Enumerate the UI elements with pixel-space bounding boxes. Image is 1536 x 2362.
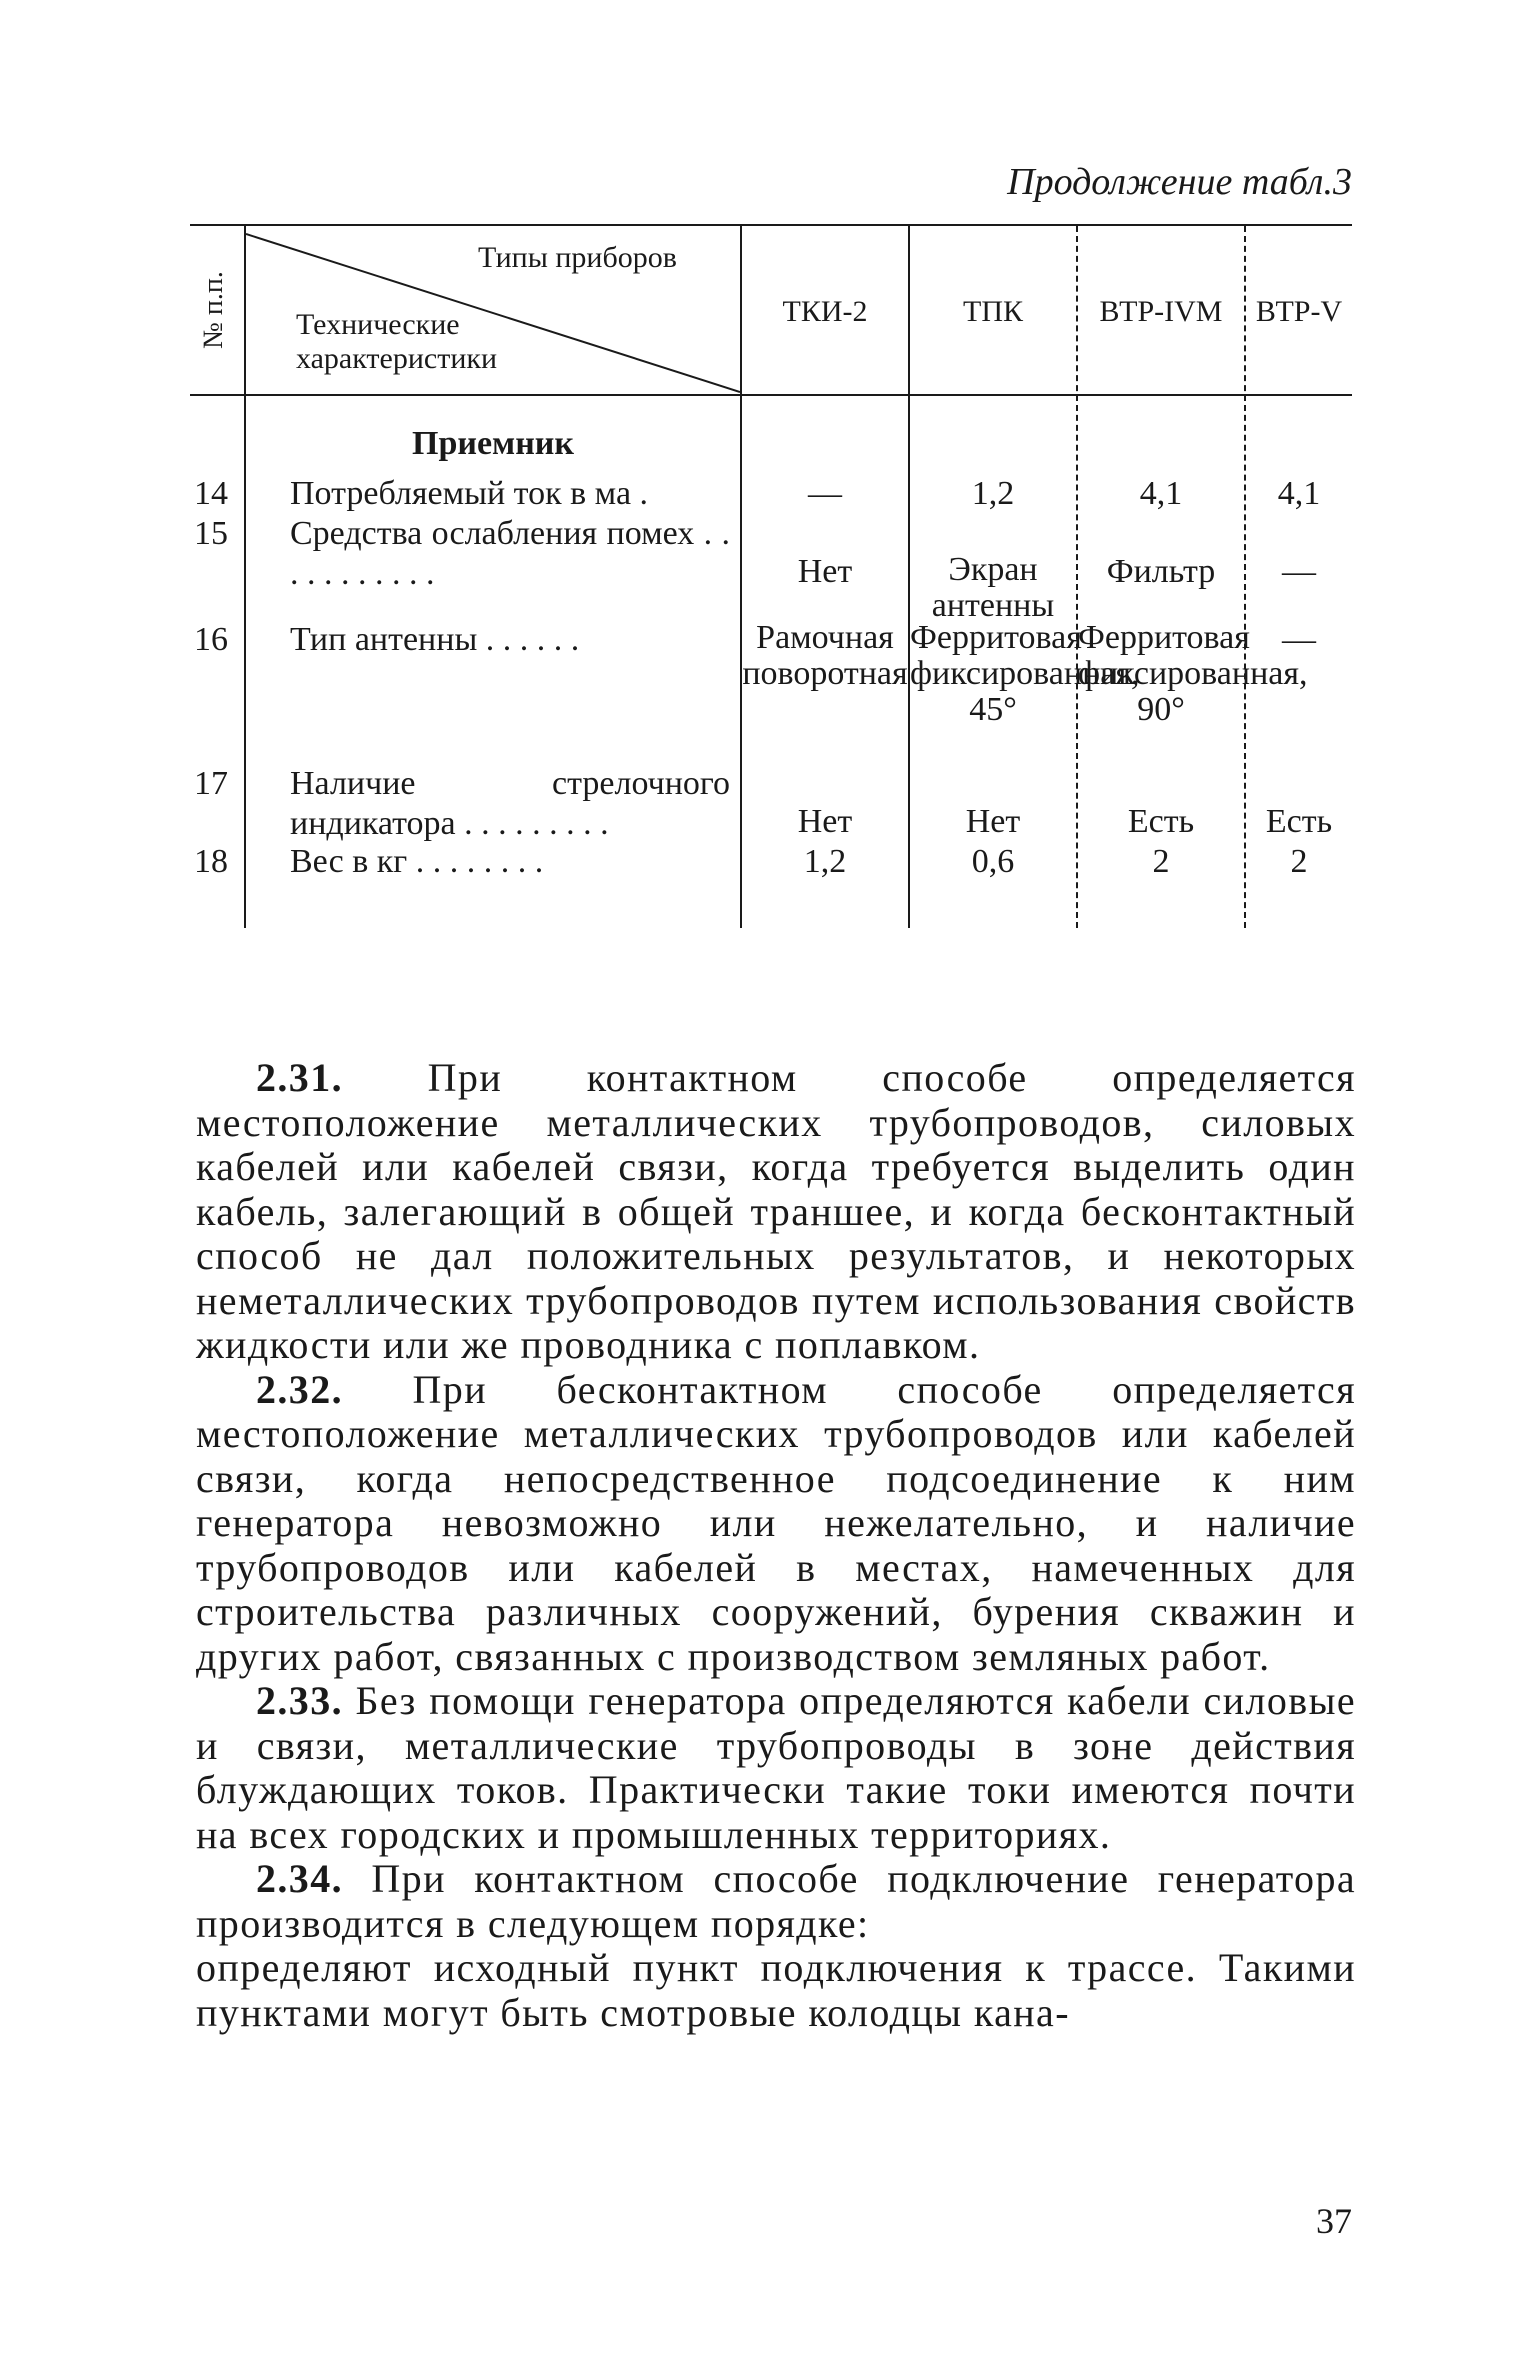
table-cell: 0,6: [971, 843, 1015, 880]
paragraph-number: 2.34.: [256, 1856, 343, 1901]
table-cell: Рамочная поворотная: [742, 619, 908, 692]
col-header-vtr4: ВТР-IVМ: [1099, 295, 1223, 328]
table-cell: 1,2: [971, 475, 1015, 512]
table-cell: 4,1: [1139, 475, 1183, 512]
col-header-tki2: ТКИ-2: [782, 295, 868, 328]
paragraph-continuation: [196, 1946, 1356, 2035]
paragraph-text: определяют исходный пункт подключения к трассе. Такими пунктами могут быть смотровые колодцы кана-: [196, 1945, 1356, 2035]
table-cell: Есть: [1265, 803, 1333, 840]
num-column-header: № п.п.: [198, 271, 229, 349]
table-header-rule: [190, 394, 1352, 396]
paragraph-text: При бесконтактном способе определяется местоположение металлических трубопроводов или кабелей связи, когда непосредственное подсоединение к ним генератора невозможно или нежелательно, и наличие трубопроводов или кабелей в местах, намеченных для строительства различных сооружений, бурения скважин и других работ, связанных с производством земляных работ.: [196, 1366, 1356, 1679]
table-cell: Фильтр: [1106, 553, 1216, 590]
row-number: 14: [194, 475, 228, 512]
row-number: 16: [194, 621, 228, 658]
section-title: Приемник: [412, 425, 574, 462]
row-name: Наличие стрелочного индикатора . . . . . . . . .: [290, 765, 730, 842]
paragraph-text: При контактном способе подключение генератора производится в следующем порядке:: [196, 1856, 1356, 1946]
paragraph-2-34: [196, 1857, 1356, 1946]
table-cell: 2: [1290, 843, 1308, 880]
row-name: Тип антенны . . . . . .: [290, 621, 580, 658]
table-cell: Нет: [965, 803, 1021, 840]
table-cell: —: [808, 475, 842, 512]
body-text: [196, 1056, 1356, 2035]
table-cell: —: [1282, 621, 1316, 658]
table-cell: Нет: [797, 803, 853, 840]
table-cell: 1,2: [803, 843, 847, 880]
table-cell: 2: [1152, 843, 1170, 880]
row-number: 17: [194, 765, 228, 802]
devices-header: Типы приборов: [478, 241, 677, 274]
table-cell: Есть: [1127, 803, 1195, 840]
row-name: Потребляемый ток в ма .: [290, 475, 649, 512]
row-name: Средства ослабления помех . . . . . . . . . . .: [290, 515, 730, 592]
characteristics-table: [190, 224, 1352, 930]
col-header-vtr5: ВТР-V: [1255, 295, 1343, 328]
table-cell: Нет: [797, 553, 853, 590]
paragraph-number: 2.32.: [256, 1366, 343, 1412]
page-number: 37: [1316, 2201, 1352, 2241]
table-cell: Экран антенны: [931, 551, 1055, 624]
paragraph-2-33: [196, 1679, 1356, 1857]
paragraph-2-31: [196, 1056, 1356, 1368]
paragraph-number: 2.33.: [256, 1678, 343, 1723]
characteristics-header: Технические характеристики: [296, 308, 498, 375]
paragraph-number: 2.31.: [256, 1055, 343, 1100]
row-number: 15: [194, 515, 228, 552]
row-number: 18: [194, 843, 228, 880]
paragraph-text: Без помощи генератора определяются кабели силовые и связи, металлические трубопроводы в зоне действия блуждающих токов. Практически такие токи имеются почти на всех городских и промышленных территориях.: [196, 1678, 1356, 1857]
col-header-tpk: ТПК: [963, 295, 1023, 328]
row-name: Вес в кг . . . . . . . .: [290, 843, 544, 880]
table-cell: Ферритовая фиксированная, 90°: [1078, 619, 1308, 728]
table-cell: 4,1: [1277, 475, 1321, 512]
table-cell: —: [1282, 553, 1316, 590]
paragraph-2-32: [196, 1368, 1356, 1680]
paragraph-text: При контактном способе определяется местоположение металлических трубопроводов, силовых кабелей или кабелей связи, когда требуется выделить один кабель, залегающий в общей траншее, и когда бесконтактный способ не дал положительных результатов, и некоторых неметаллических трубопроводов путем использования свойств жидкости или же проводника с поплавком.: [196, 1055, 1356, 1367]
table-caption: Продолжение табл.3: [1007, 161, 1352, 203]
table-cell: Ферритовая фиксированная, 45°: [910, 619, 1140, 728]
